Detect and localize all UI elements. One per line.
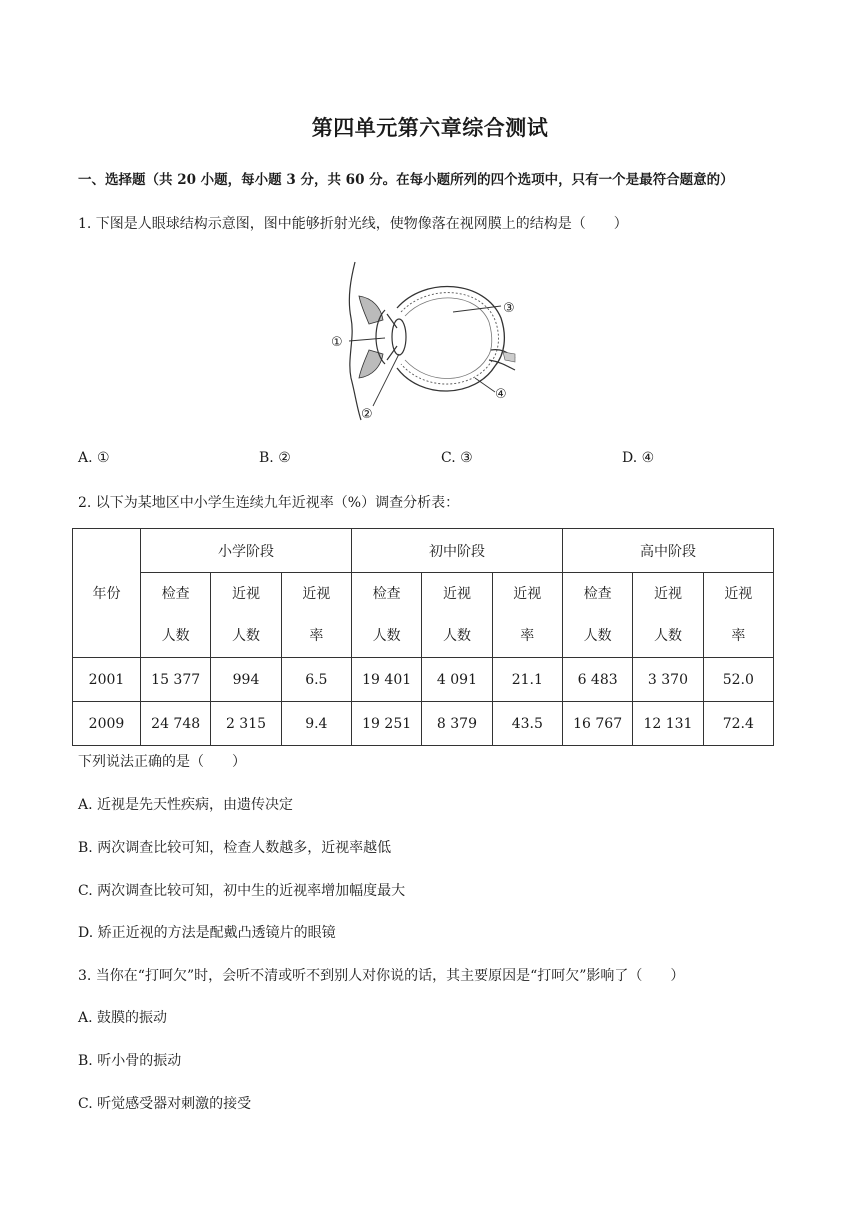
subheader-cell: 检查 人数 [141,573,211,658]
table-cell: 2009 [73,702,141,746]
q3-option-c[interactable]: C. 听觉感受器对刺激的接受 [78,1096,252,1112]
table-cell: 4 091 [422,658,492,702]
table-cell: 24 748 [141,702,211,746]
label-4: ④ [495,387,507,402]
group-senior: 高中阶段 [562,529,773,573]
subheader-cell: 近视 人数 [422,573,492,658]
table-cell: 43.5 [492,702,562,746]
subheader-cell: 近视 率 [703,573,773,658]
table-cell: 8 379 [422,702,492,746]
subheader-cell: 检查 人数 [562,573,632,658]
group-primary: 小学阶段 [141,529,352,573]
q3-option-b[interactable]: B. 听小骨的振动 [78,1053,182,1069]
table-cell: 6.5 [281,658,351,702]
table-row [73,658,774,702]
table-cell: 72.4 [703,702,773,746]
table-cell: 52.0 [703,658,773,702]
q2-option-a[interactable]: A. 近视是先天性疾病，由遗传决定 [78,797,294,813]
subheader-cell: 近视 人数 [633,573,703,658]
label-3: ③ [503,301,515,316]
table-cell: 6 483 [562,658,632,702]
table-row [73,702,774,746]
q3-option-a[interactable]: A. 鼓膜的振动 [78,1010,168,1026]
table-cell: 9.4 [281,702,351,746]
subheader-cell: 近视 人数 [211,573,281,658]
q2-option-c[interactable]: C. 两次调查比较可知，初中生的近视率增加幅度最大 [78,883,406,899]
table-cell: 994 [211,658,281,702]
table-cell: 19 401 [351,658,421,702]
year-header: 年份 [73,529,141,658]
q1-option-b[interactable]: B. ② [259,450,291,466]
q2-option-b[interactable]: B. 两次调查比较可知，检查人数越多，近视率越低 [78,840,392,856]
question-1-stem: 1. 下图是人眼球结构示意图，图中能够折射光线，使物像落在视网膜上的结构是（ ） [78,216,628,232]
table-cell: 16 767 [562,702,632,746]
table-cell: 12 131 [633,702,703,746]
table-cell: 2 315 [211,702,281,746]
table-cell: 2001 [73,658,141,702]
question-2-prompt: 下列说法正确的是（ ） [78,754,246,770]
eye-structure-diagram [325,258,525,428]
q2-option-d[interactable]: D. 矫正近视的方法是配戴凸透镜片的眼镜 [78,925,336,941]
label-2: ② [361,407,373,422]
label-1: ① [331,335,343,350]
q1-option-c[interactable]: C. ③ [441,450,473,466]
subheader-cell: 近视 率 [492,573,562,658]
myopia-survey-table [72,528,774,746]
table-cell: 15 377 [141,658,211,702]
subheader-cell: 检查 人数 [351,573,421,658]
section-heading: 一、选择题（共 20 小题，每小题 3 分，共 60 分。在每小题所列的四个选项中，只有一个是最符合题意的） [78,172,734,188]
table-cell: 21.1 [492,658,562,702]
subheader-cell: 近视 率 [281,573,351,658]
question-2-stem: 2. 以下为某地区中小学生连续九年近视率（%）调查分析表： [78,495,460,511]
q1-option-d[interactable]: D. ④ [622,450,655,466]
page-title: 第四单元第六章综合测试 [311,115,549,140]
table-cell: 19 251 [351,702,421,746]
q1-option-a[interactable]: A. ① [78,450,110,466]
question-3-stem: 3. 当你在“打呵欠”时，会听不清或听不到别人对你说的话，其主要原因是“打呵欠”影响了（ ） [78,968,685,984]
group-junior: 初中阶段 [351,529,562,573]
table-cell: 3 370 [633,658,703,702]
